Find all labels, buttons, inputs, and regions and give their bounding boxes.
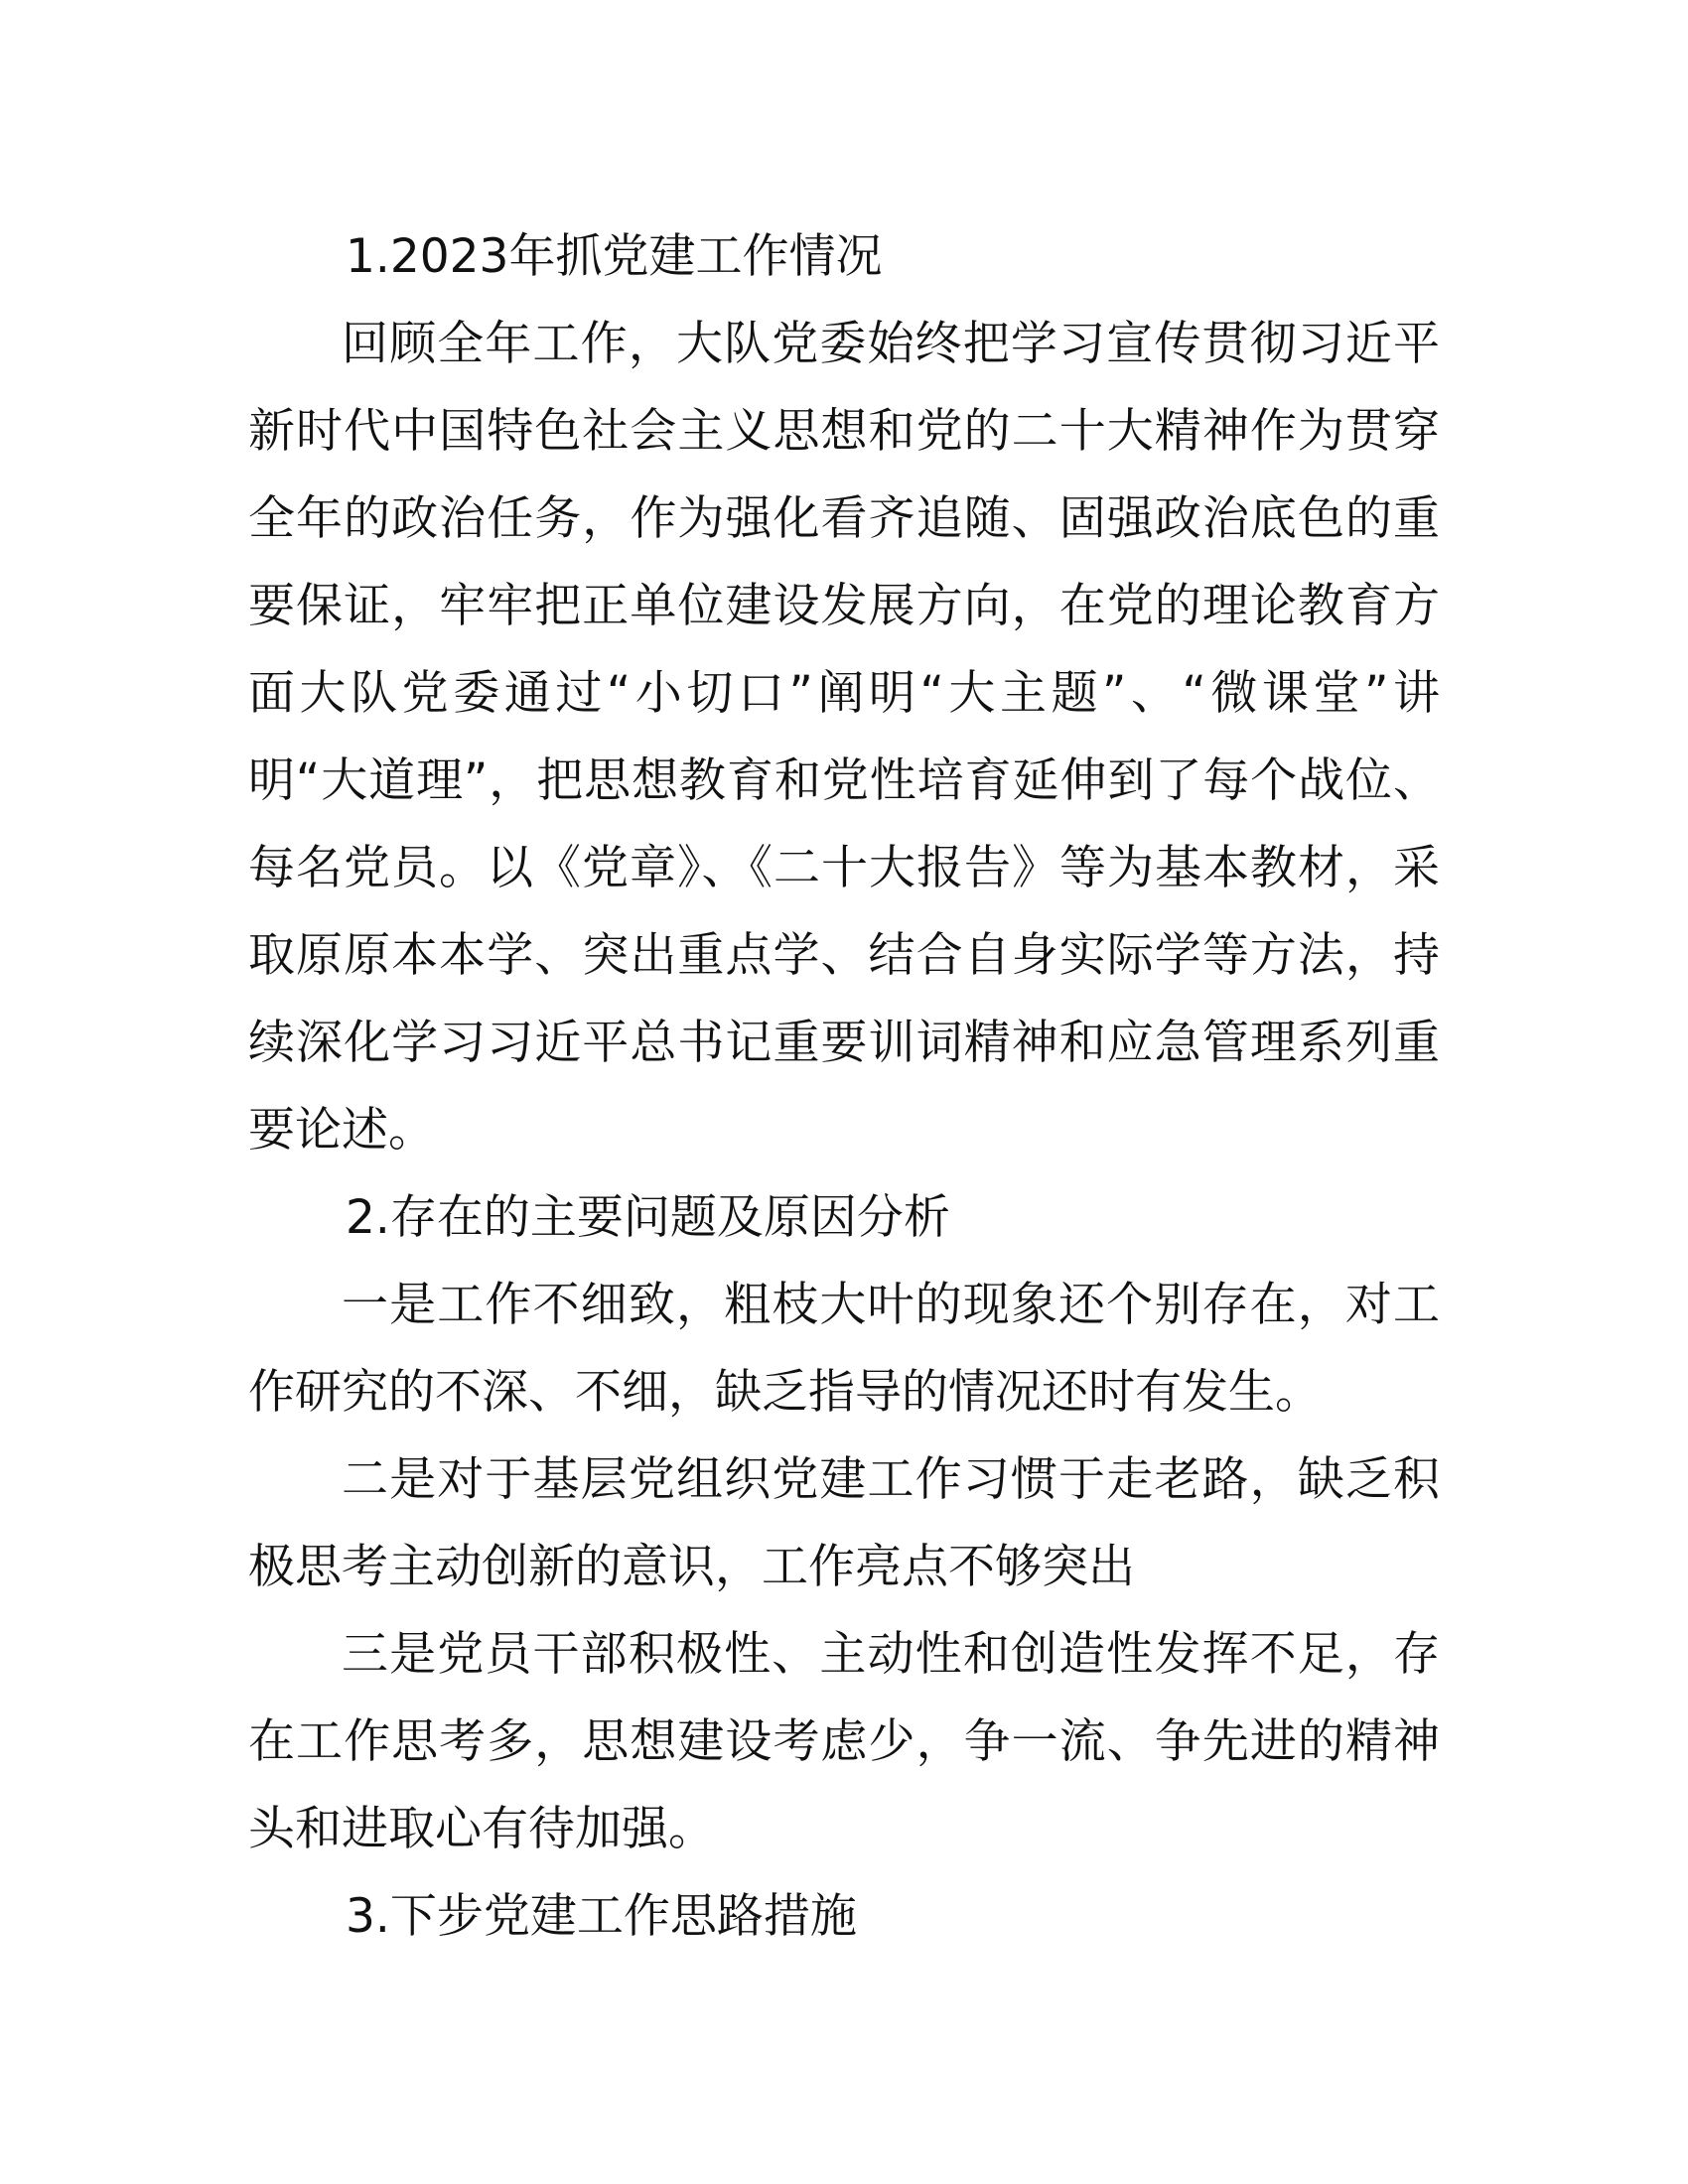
section-heading-2: 2.存在的主要问题及原因分析 (346, 1190, 950, 1245)
problem-paragraph-3: 三是党员干部积极性、主动性和创造性发挥不足，存在工作思考多，思想建设考虑少，争一流、争先进的精神头和进取心有待加强。 (248, 1627, 1440, 1856)
problem-paragraph-1: 一是工作不细致，粗枝大叶的现象还个别存在，对工作研究的不深、不细，缺乏指导的情况还时有发生。 (248, 1278, 1440, 1420)
section-1-paragraph-1: 回顾全年工作，大队党委始终把学习宣传贯彻习近平新时代中国特色社会主义思想和党的二十大精神作为贯穿全年的政治任务，作为强化看齐追随、固强政治底色的重要保证，牢牢把正单位建设发展方向，在党的理论教育方面大队党委通过“小切口”阐明“大主题”、“微课堂”讲明“大道理”，把思想教育和党性培育延伸到了每个战位、每名党员。以《党章》、《二十大报告》等为基本教材，采取原原本本学、突出重点学、结合自身实际学等方法，持续深化学习习近平总书记重要训词精神和应急管理系列重要论述。 (248, 317, 1440, 1158)
problem-paragraph-2: 二是对于基层党组织党建工作习惯于走老路，缺乏积极思考主动创新的意识，工作亮点不够突出 (248, 1452, 1440, 1594)
document-body (248, 213, 1440, 1961)
section-heading-1: 1.2023年抓党建工作情况 (346, 229, 883, 284)
section-heading-3: 3.下步党建工作思路措施 (346, 1889, 857, 1944)
